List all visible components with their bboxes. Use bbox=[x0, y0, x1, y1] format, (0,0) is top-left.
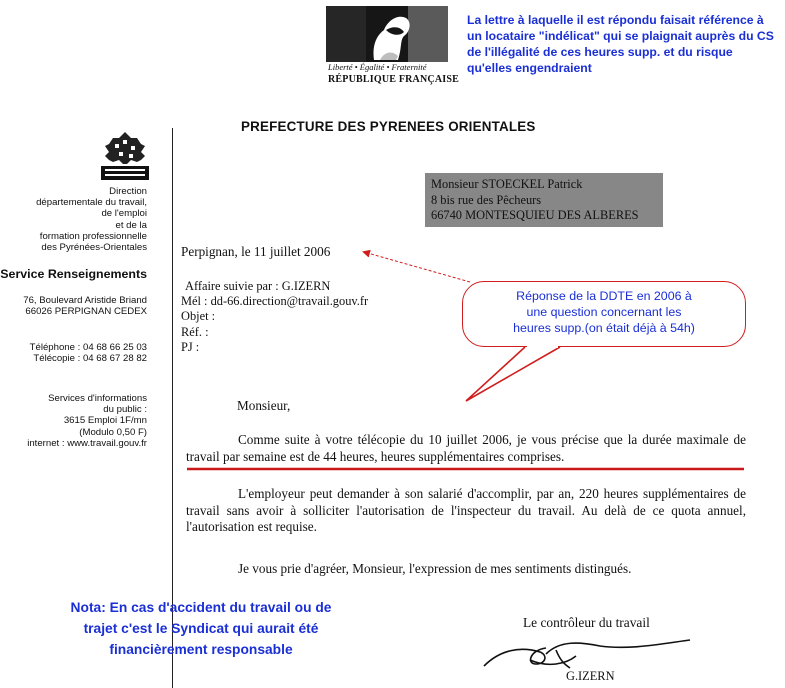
sidebar-info-line: 3615 Emploi 1F/mn bbox=[63, 415, 147, 427]
sidebar-direction-line: de l'emploi bbox=[101, 208, 147, 220]
reference-ref: Réf. : bbox=[181, 324, 209, 339]
signer-name: G.IZERN bbox=[566, 669, 615, 683]
reference-attachment: PJ : bbox=[181, 339, 200, 354]
sidebar-direction-line: Direction bbox=[109, 186, 147, 197]
sidebar-direction-line: départementale du travail, bbox=[36, 197, 147, 209]
callout-line: Réponse de la DDTE en 2006 à bbox=[516, 289, 692, 303]
letter-date: Perpignan, le 11 juillet 2006 bbox=[181, 244, 331, 259]
signer-title: Le contrôleur du travail bbox=[523, 615, 650, 630]
sidebar-address-line: 76, Boulevard Aristide Briand bbox=[23, 295, 147, 306]
callout-pointer bbox=[466, 347, 560, 401]
sidebar-service-title: Service Renseignements bbox=[0, 267, 147, 281]
republic-motto: Liberté • Égalité • Fraternité bbox=[328, 62, 427, 72]
bottom-note-line: Nota: En cas d'accident du travail ou de bbox=[70, 600, 332, 615]
reference-object: Objet : bbox=[181, 309, 216, 324]
addressee-city: 66740 MONTESQUIEU DES ALBERES bbox=[431, 208, 639, 222]
sidebar-direction-line: formation professionnelle bbox=[39, 230, 147, 242]
handwritten-signature bbox=[484, 640, 690, 668]
addressee-street: 8 bis rue des Pêcheurs bbox=[431, 192, 542, 207]
callout-pointer-mask bbox=[527, 344, 558, 348]
sidebar-fax-line: Télécopie : 04 68 67 28 82 bbox=[33, 353, 147, 365]
sidebar-info-line: internet : www.travail.gouv.fr bbox=[27, 437, 147, 449]
prefecture-title: PREFECTURE DES PYRENEES ORIENTALES bbox=[241, 119, 536, 134]
sidebar-info-line: (Modulo 0,50 F) bbox=[79, 426, 147, 438]
reference-email: Mél : dd-66.direction@travail.gouv.fr bbox=[181, 294, 369, 309]
callout-line: heures supp.(on était déjà à 54h) bbox=[513, 321, 695, 335]
sidebar-direction-line: des Pyrénées-Orientales bbox=[41, 242, 147, 254]
letter-closing: Je vous prie d'agréer, Monsieur, l'expression de mes sentiments distingués. bbox=[238, 561, 632, 576]
callout-dashed-arrow bbox=[364, 252, 470, 282]
letter-paragraph-quota: L'employeur peut demander à son salarié d'accomplir, par an, 220 heures supplémentaires de travail sans avoir à solliciter l'autorisation de l'inspecteur du travail. Au delà de ce quota annuel, l'autorisation est requise. bbox=[186, 486, 746, 535]
sidebar-phone-line: Téléphone : 04 68 66 25 03 bbox=[29, 342, 147, 353]
sidebar-info-line: du public : bbox=[103, 404, 147, 416]
bottom-annotation-note bbox=[36, 597, 366, 660]
sidebar-address-line: 66026 PERPIGNAN CEDEX bbox=[25, 306, 147, 318]
callout-line: une question concernant les bbox=[526, 305, 682, 319]
letter-paragraph-hours: Comme suite à votre télécopie du 10 juillet 2006, je vous précise que la durée maximale de travail par semaine est de 44 heures, heures supplémentaires comprises. bbox=[186, 432, 746, 464]
bottom-note-line: trajet c'est le Syndicat qui aurait été bbox=[83, 621, 319, 636]
republic-name: RÉPUBLIQUE FRANÇAISE bbox=[328, 74, 459, 85]
sidebar-direction-line: et de la bbox=[115, 219, 147, 231]
bottom-note-line: financièrement responsable bbox=[109, 642, 293, 657]
sidebar-info-line: Services d'informations bbox=[48, 393, 147, 404]
letter-salutation: Monsieur, bbox=[237, 398, 291, 413]
addressee-name: Monsieur STOECKEL Patrick bbox=[431, 177, 583, 191]
reference-followed-by: Affaire suivie par : G.IZERN bbox=[185, 279, 331, 293]
top-annotation-note: La lettre à laquelle il est répondu faisait référence à un locataire "indélicat" qui se plaignait auprès du CS de l'illégalité de ces heures supp. et du risque qu'elles engendraient bbox=[467, 13, 774, 75]
